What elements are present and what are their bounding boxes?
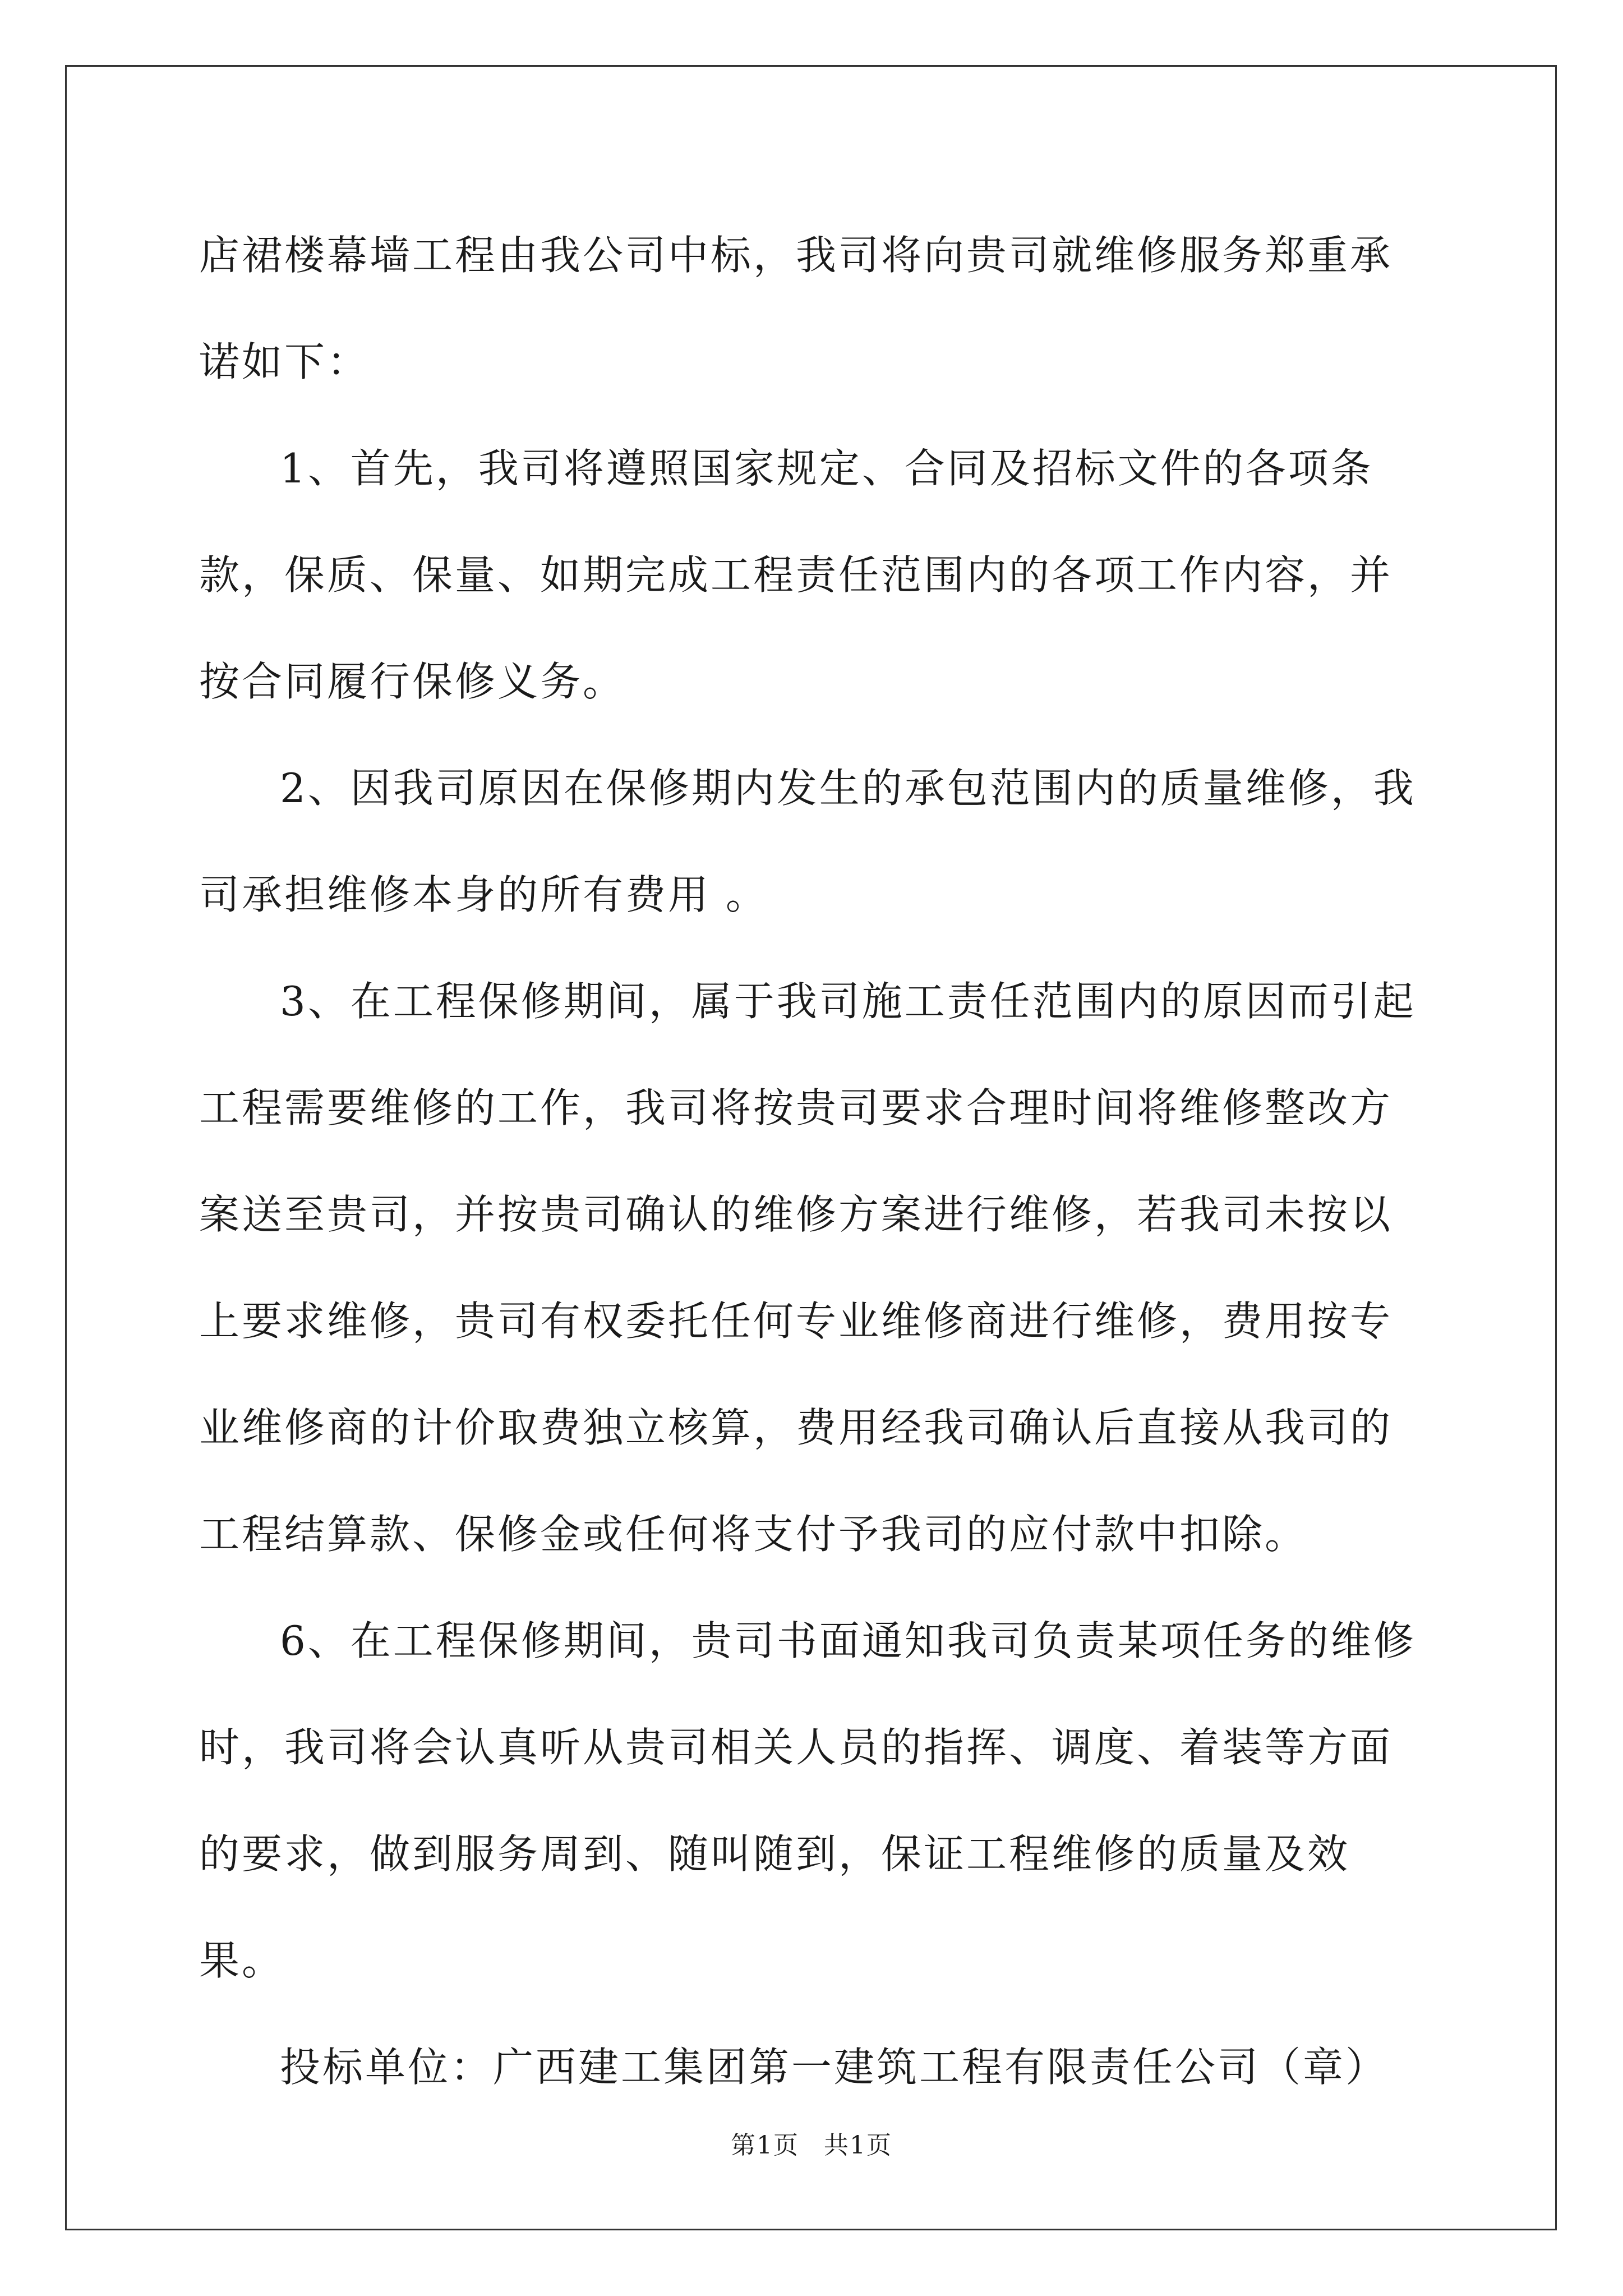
page-total-label: 共1页 xyxy=(824,2131,892,2160)
bidder-signature-line: 投标单位：广西建工集团第一建筑工程有限责任公司（章） xyxy=(280,2044,1389,2091)
clause-1-paragraph: 1、首先，我司将遵照国家规定、合同及招标文件的各项条款，保质、保量、如期完成工程责任范围内的各项工作内容，并按合同履行保修义务。 xyxy=(199,445,1393,705)
intro-paragraph: 店裙楼幕墙工程由我公司中标，我司将向贵司就维修服务郑重承诺如下： xyxy=(199,232,1393,385)
clause-6-paragraph: 6、在工程保修期间，贵司书面通知我司负责某项任务的维修时，我司将会认真听从贵司相关人员的指挥、调度、着装等方面的要求，做到服务周到、随叫随到，保证工程维修的质量及效果。 xyxy=(199,1617,1416,1984)
clause-2-paragraph: 2、因我司原因在保修期内发生的承包范围内的质量维修，我司承担维修本身的所有费用 。 xyxy=(199,765,1416,918)
document-body xyxy=(199,202,1433,2120)
clause-3-paragraph: 3、在工程保修期间，属于我司施工责任范围内的原因而引起工程需要维修的工作，我司将按贵司要求合理时间将维修整改方案送至贵司，并按贵司确认的维修方案进行维修，若我司未按以上要求维修，贵司有权委托任何专业维修商进行维修，费用按专业维修商的计价取费独立核算，费用经我司确认后直接从我司的工程结算款、保修金或任何将支付予我司的应付款中扣除。 xyxy=(199,978,1416,1558)
page-footer xyxy=(0,2129,1623,2162)
page-number-label: 第1页 xyxy=(731,2131,799,2160)
